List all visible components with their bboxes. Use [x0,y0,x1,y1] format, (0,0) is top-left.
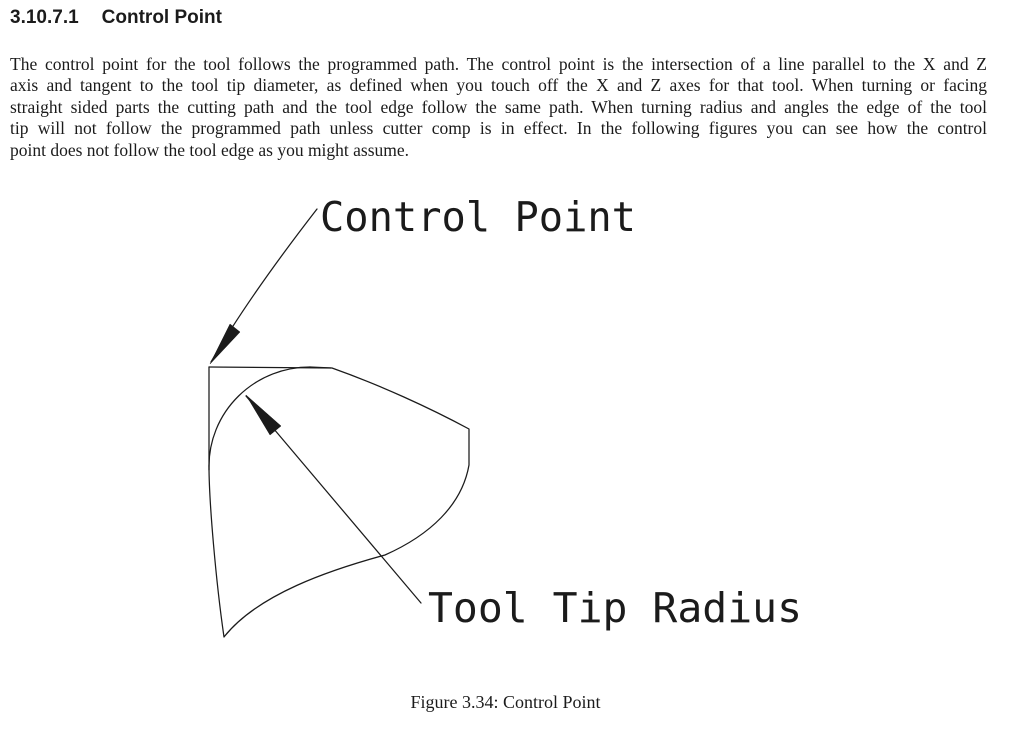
control-point-arrowhead [210,324,240,364]
section-title: Control Point [101,7,222,28]
tool-tip-radius-arrowhead [246,395,281,435]
body-line: axis and tangent to the tool tip diameter, as defined when you touch off the X and Z axes for that tool. When turning or facing [10,75,987,96]
section-number: 3.10.7.1 [10,7,79,28]
control-point-label: Control Point [320,193,636,241]
body-line: The control point for the tool follows the programmed path. The control point is the intersection of a line parallel to the X and Z [10,54,987,74]
body-line: tip will not follow the programmed path unless cutter comp is in effect. In the following figures you can see how the control [10,118,987,139]
figure-caption: Figure 3.34: Control Point [410,692,601,712]
body-line: straight sided parts the cutting path and the tool edge follow the same path. When turning radius and angles the edge of the tool [10,96,987,117]
body-line: point does not follow the tool edge as you might assume. [10,139,410,160]
tool-tip-radius-label: Tool Tip Radius [428,584,802,632]
